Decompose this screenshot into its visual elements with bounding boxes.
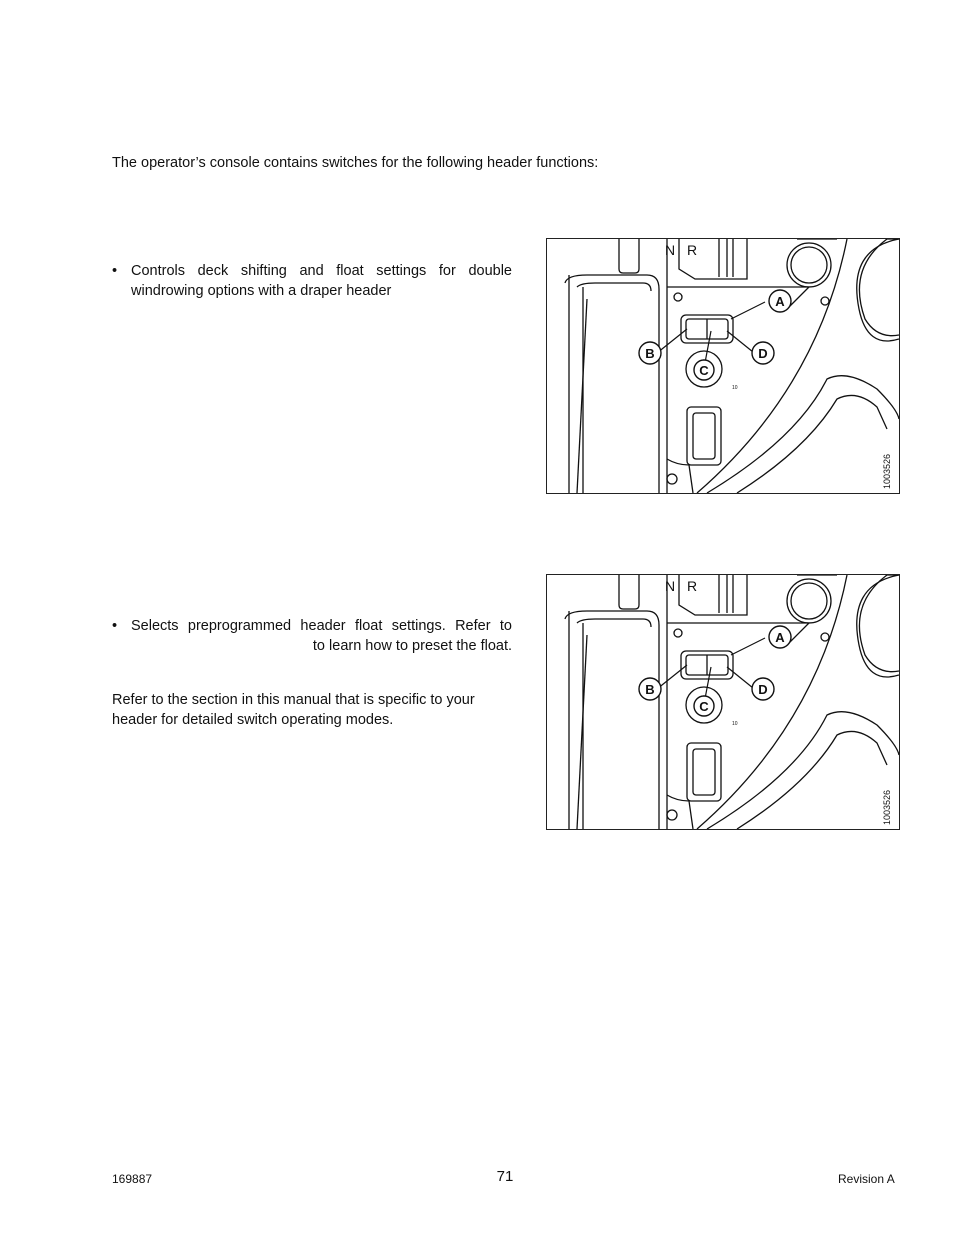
- gear-label-n: N: [665, 578, 676, 594]
- callout-d: D: [758, 346, 768, 361]
- callout-a: A: [775, 294, 785, 309]
- doc-number: 169887: [112, 1172, 153, 1186]
- bullet-line-1: Selects preprogrammed header float settings. Refer to: [131, 618, 512, 634]
- callout-d: D: [758, 682, 768, 697]
- console-illustration: [547, 239, 899, 493]
- note-line-2: header for detailed switch operating modes.: [112, 712, 394, 728]
- bullet-line-2: windrowing options with a draper header: [131, 283, 392, 299]
- gear-label-n: N: [665, 242, 676, 258]
- page-number: 71: [496, 1168, 514, 1185]
- figure-id: 1003526: [882, 789, 892, 825]
- callout-c: C: [699, 699, 709, 714]
- gear-label-r: R: [687, 578, 698, 594]
- bullet-line-2: to learn how to preset the float.: [312, 638, 512, 654]
- bullet-item-deck-shift: [112, 261, 512, 301]
- console-illustration: [547, 575, 899, 829]
- bullet-item-float-preset: [112, 616, 512, 656]
- callout-b: B: [645, 682, 655, 697]
- console-figure-1: [546, 238, 900, 494]
- gear-label-r: R: [687, 242, 698, 258]
- figure-id: 1003526: [882, 453, 892, 489]
- revision-label: Revision A: [838, 1172, 895, 1186]
- callout-a: A: [775, 630, 785, 645]
- bullet-marker: •: [112, 618, 118, 634]
- intro-text: The operator’s console contains switches for the following header functions:: [112, 155, 599, 171]
- dial-max-label: 10: [732, 385, 738, 391]
- note-paragraph: [112, 690, 512, 730]
- note-line-1: Refer to the section in this manual that is specific to your: [112, 692, 475, 708]
- bullet-line-1: Controls deck shifting and float settings for double: [131, 263, 512, 279]
- bullet-marker: •: [112, 263, 118, 279]
- callout-b: B: [645, 346, 655, 361]
- callout-c: C: [699, 363, 709, 378]
- dial-max-label: 10: [732, 721, 738, 727]
- console-figure-2: [546, 574, 900, 830]
